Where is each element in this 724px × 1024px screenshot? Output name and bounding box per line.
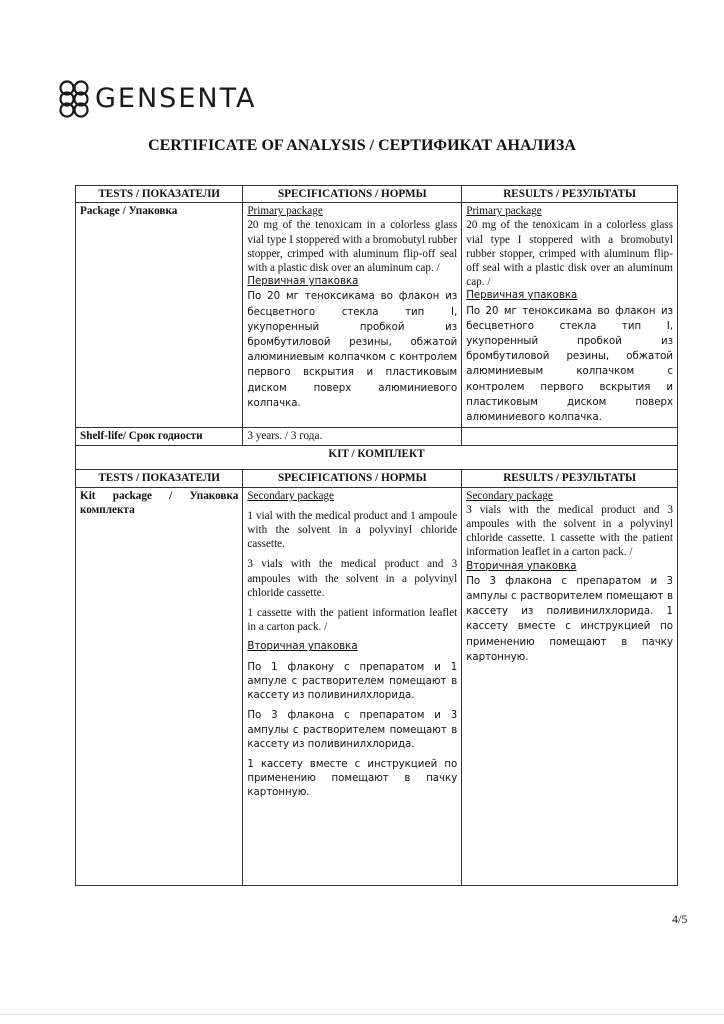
kit-header-specifications: SPECIFICATIONS / НОРМЫ xyxy=(243,470,462,487)
table-header-row xyxy=(76,186,678,203)
test-shelf-life: Shelf-life/ Срок годности xyxy=(76,428,243,446)
header-tests: TESTS / ПОКАЗАТЕЛИ xyxy=(76,186,243,203)
spec-primary-text-en: 20 mg of the tenoxicam in a colorless glass vial type I stoppered with a bromobutyl rubber stopper, crimped with aluminum flip-off seal with a plastic disk over an aluminum cap. / xyxy=(247,219,458,275)
result-package xyxy=(462,203,678,428)
kit-header-results: RESULTS / РЕЗУЛЬТАТЫ xyxy=(462,470,678,487)
spec-kit-p6: 1 кассету вместе с инструкцией по применению помещают в пачку картонную. xyxy=(247,758,458,799)
spec-secondary-heading-ru: Вторичная упаковка xyxy=(247,641,358,653)
result-shelf-life xyxy=(462,428,678,446)
result-primary-heading-en: Primary package xyxy=(466,205,542,218)
kit-header-tests: TESTS / ПОКАЗАТЕЛИ xyxy=(76,470,243,487)
table-row-kit-package xyxy=(76,487,678,885)
kit-heading: KIT / КОМПЛЕКТ xyxy=(76,446,678,470)
result-primary-text-ru: По 20 мг теноксикама во флакон из бесцветного стекла тип I, укупоренный пробкой из бромбутиловой резины, обжатой алюминиевым колпачком с контролем первого вскрытия и пластиковым диском поверх алюминиевого колпачка. xyxy=(466,305,673,424)
spec-secondary-heading-en: Secondary package xyxy=(247,489,334,502)
kit-header-row xyxy=(76,470,678,487)
result-kit-package xyxy=(462,487,678,885)
table-row-shelf-life xyxy=(76,428,678,446)
spec-kit-p1: 1 vial with the medical product and 1 ampoule with the solvent in a polyvinyl chloride cassette. xyxy=(247,509,458,551)
spec-primary-heading-ru: Первичная упаковка xyxy=(247,276,359,288)
spec-primary-text-ru: По 20 мг теноксикама во флакон из бесцветного стекла тип I, укупоренный пробкой из бромбутиловой резины, обжатой алюминиевым колпачком с контролем первого вскрытия и пластиковым диском поверх алюминиевого колпачка. xyxy=(247,291,458,409)
spec-kit-p4: По 1 флакону с препаратом и 1 ампуле с растворителем помещают в кассету из поливинилхлорида. xyxy=(247,661,458,702)
spec-kit-p3: 1 cassette with the patient information leaflet in a carton pack. / xyxy=(247,607,458,634)
test-kit-package: Kit package / Упаковка комплекта xyxy=(76,487,243,885)
spec-primary-heading-en: Primary package xyxy=(247,205,323,218)
result-primary-heading-ru: Первичная упаковка xyxy=(466,290,578,302)
result-secondary-text-en: 3 vials with the medical product and 3 ampoules with the solvent in a polyvinyl chloride cassette. 1 cassette with the patient information leaflet in a carton pack. / xyxy=(466,503,673,559)
spec-kit-p2: 3 vials with the medical product and 3 ampoules with the solvent in a polyvinyl chloride cassette. xyxy=(247,558,458,599)
test-package: Package / Упаковка xyxy=(76,203,243,428)
page-number: 4/5 xyxy=(672,912,688,926)
table-row-package xyxy=(76,203,678,428)
header-results: RESULTS / РЕЗУЛЬТАТЫ xyxy=(462,186,678,203)
brand-name: GENSENTA xyxy=(95,82,257,114)
spec-kit-package xyxy=(243,487,462,885)
result-primary-text-en: 20 mg of the tenoxicam in a colorless glass vial type I stoppered with a bromobutyl rubber stopper, crimped with aluminum flip-off seal with a plastic disk over an aluminum cap. / xyxy=(466,219,673,289)
header-specifications: SPECIFICATIONS / НОРМЫ xyxy=(243,186,462,203)
kit-heading-row xyxy=(76,446,678,470)
spec-shelf-life: 3 years. / 3 года. xyxy=(243,428,462,446)
spec-kit-p5: По 3 флакона с препаратом и 3 ампулы с растворителем помещают в кассету из поливинилхлорида. xyxy=(247,710,458,750)
result-secondary-heading-en: Secondary package xyxy=(466,489,553,502)
spec-package xyxy=(243,203,462,428)
page-bottom-rule xyxy=(0,1014,724,1015)
company-logo xyxy=(56,78,256,118)
result-secondary-heading-ru: Вторичная упаковка xyxy=(466,560,577,572)
document-title: CERTIFICATE OF ANALYSIS / СЕРТИФИКАТ АНАЛИЗА xyxy=(148,137,576,154)
certificate-table xyxy=(75,185,678,886)
gensenta-logo-icon xyxy=(56,78,92,118)
result-secondary-text-ru: По 3 флакона с препаратом и 3 ампулы с растворителем помещают в кассету из поливинилхлорида. 1 кассету вместе с инструкцией по применению помещают в пачку картонную. xyxy=(466,575,673,663)
